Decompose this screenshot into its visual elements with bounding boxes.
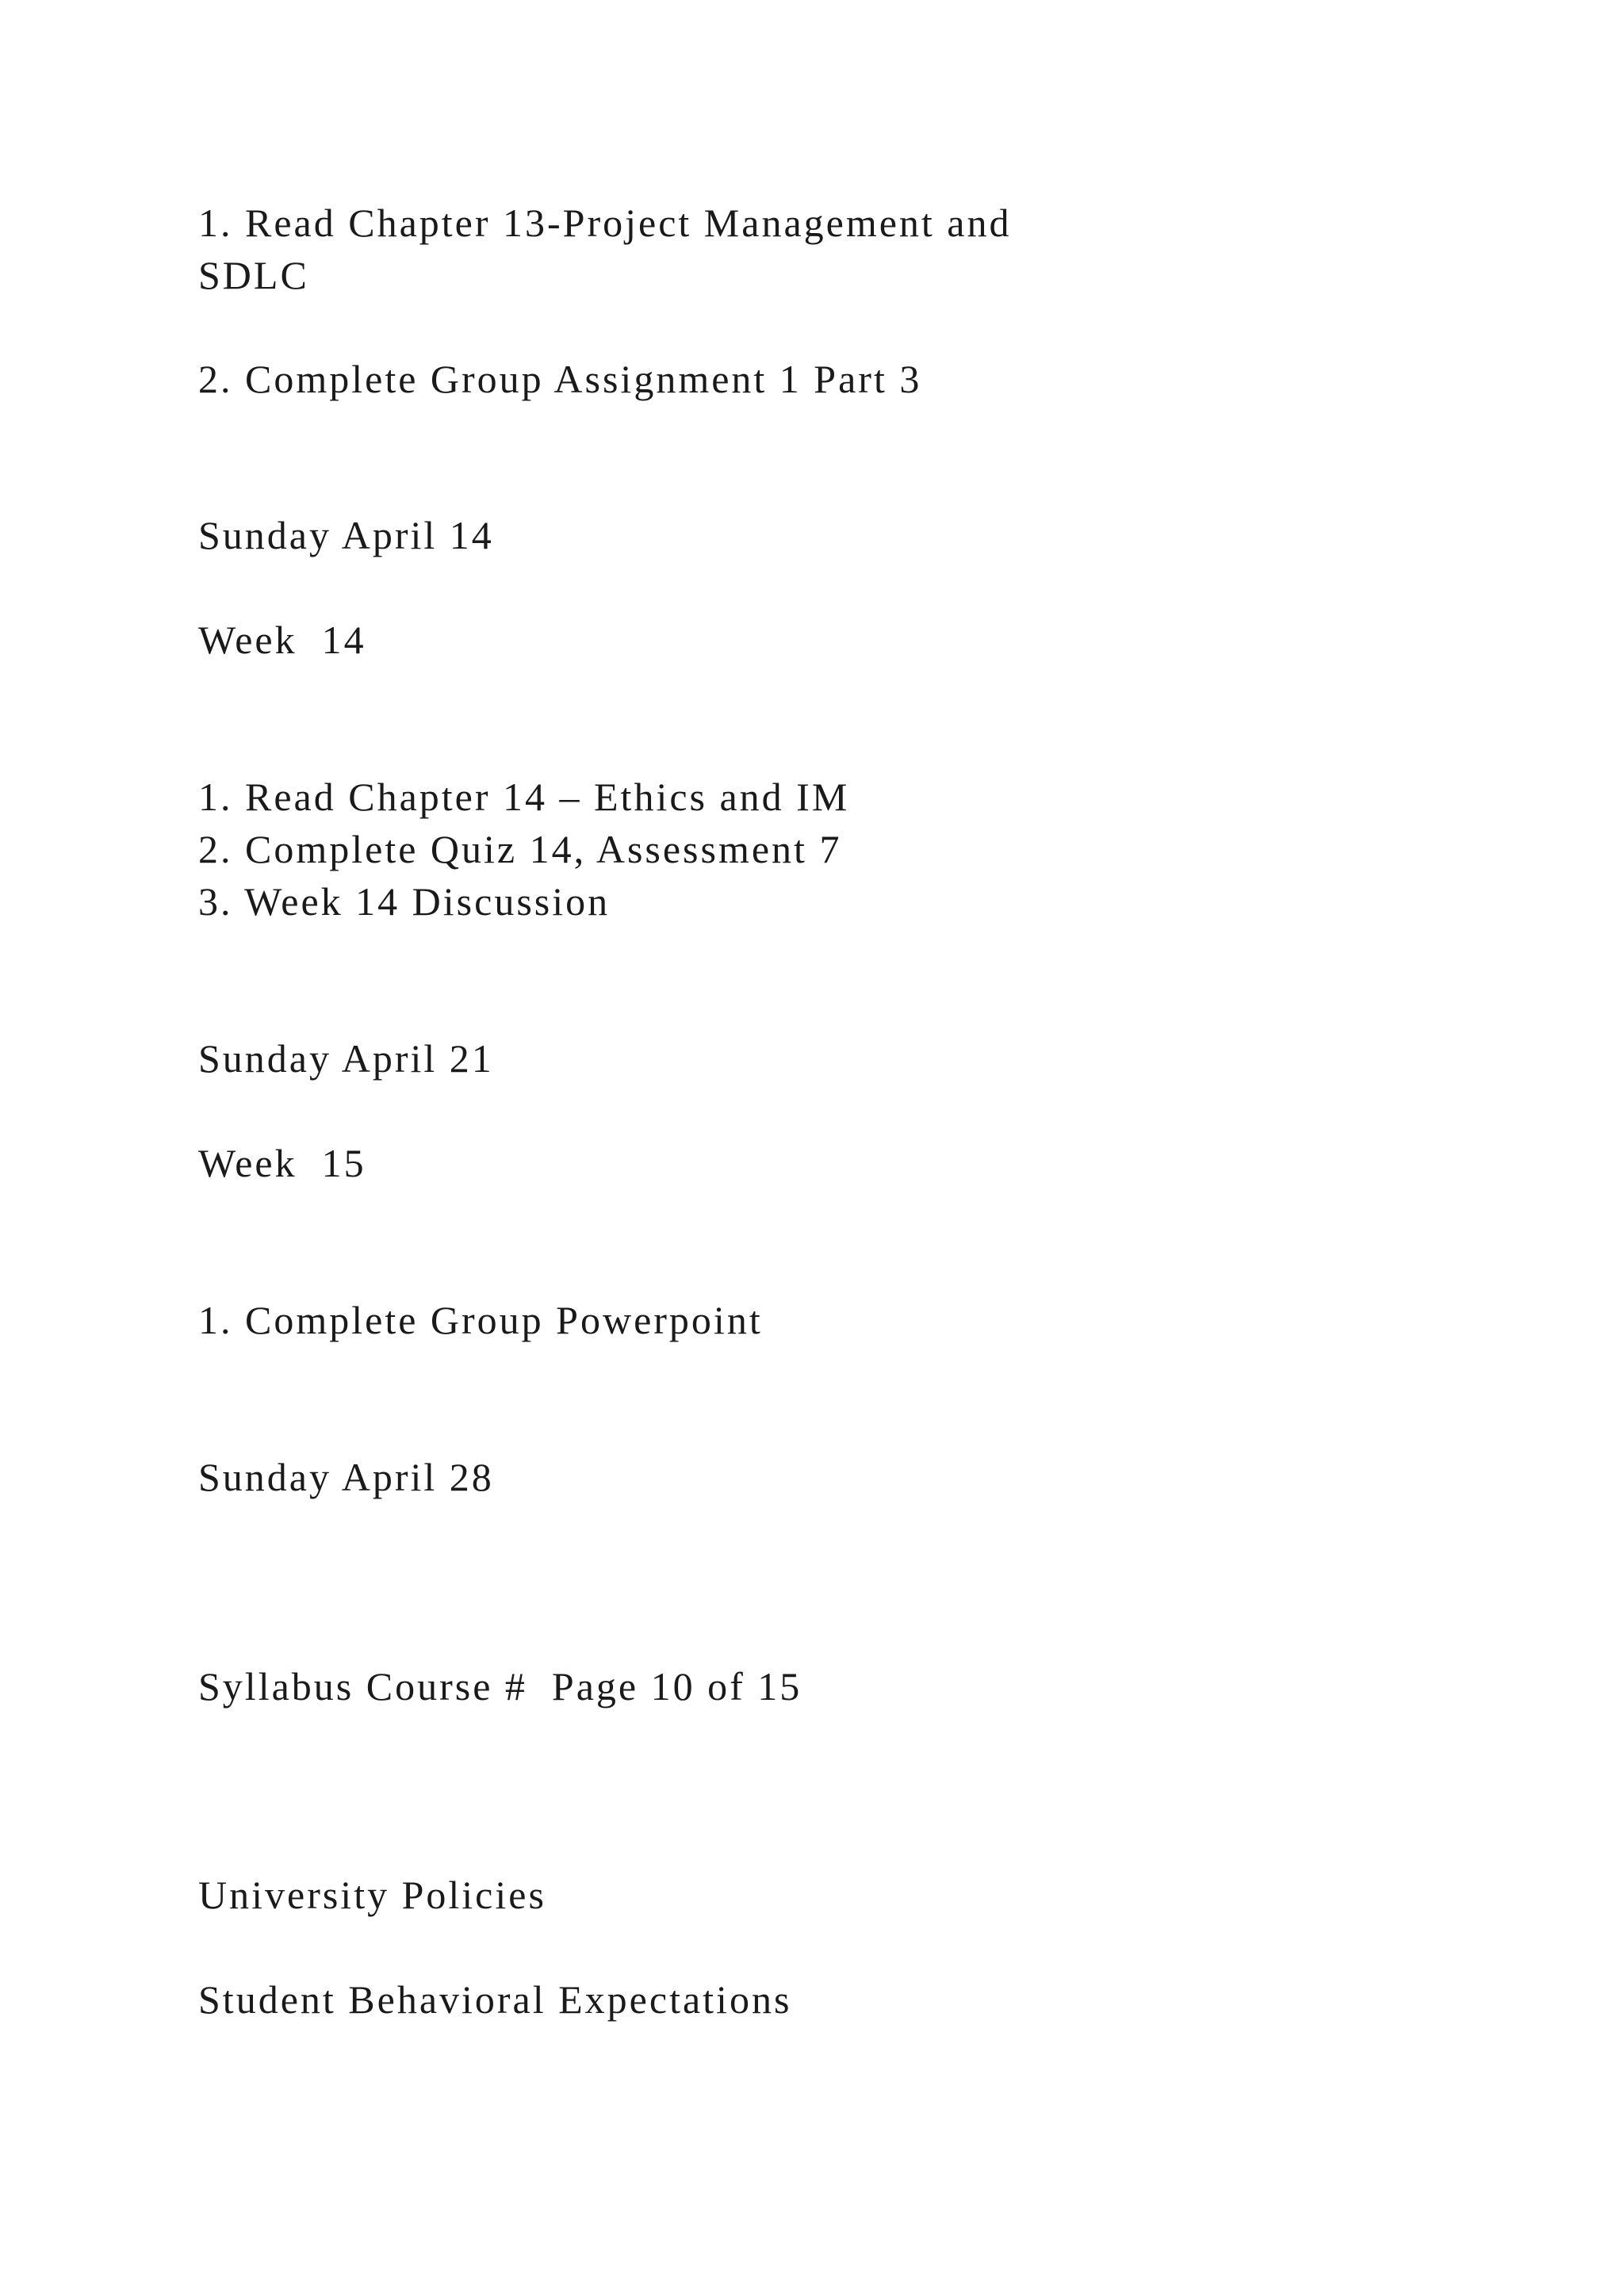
quiz-14-task: 2. Complete Quiz 14, Assessment 7 (198, 827, 842, 871)
university-policies-heading: University Policies (198, 1873, 546, 1917)
page-footer: Syllabus Course # Page 10 of 15 (198, 1664, 802, 1709)
week-15-heading: Week 15 (198, 1141, 366, 1185)
chapter-13-task-line-1: 1. Read Chapter 13-Project Management and (198, 201, 1012, 245)
due-date-april-28: Sunday April 28 (198, 1455, 494, 1499)
chapter-13-task-line-2: SDLC (198, 253, 309, 297)
due-date-april-14: Sunday April 14 (198, 513, 494, 557)
group-assignment-task: 2. Complete Group Assignment 1 Part 3 (198, 357, 922, 401)
week-14-heading: Week 14 (198, 618, 366, 662)
group-powerpoint-task: 1. Complete Group Powerpoint (198, 1298, 763, 1342)
week-14-discussion-task: 3. Week 14 Discussion (198, 879, 611, 924)
chapter-14-task: 1. Read Chapter 14 – Ethics and IM (198, 775, 850, 819)
due-date-april-21: Sunday April 21 (198, 1036, 494, 1081)
student-behavioral-expectations-heading: Student Behavioral Expectations (198, 1977, 792, 2022)
